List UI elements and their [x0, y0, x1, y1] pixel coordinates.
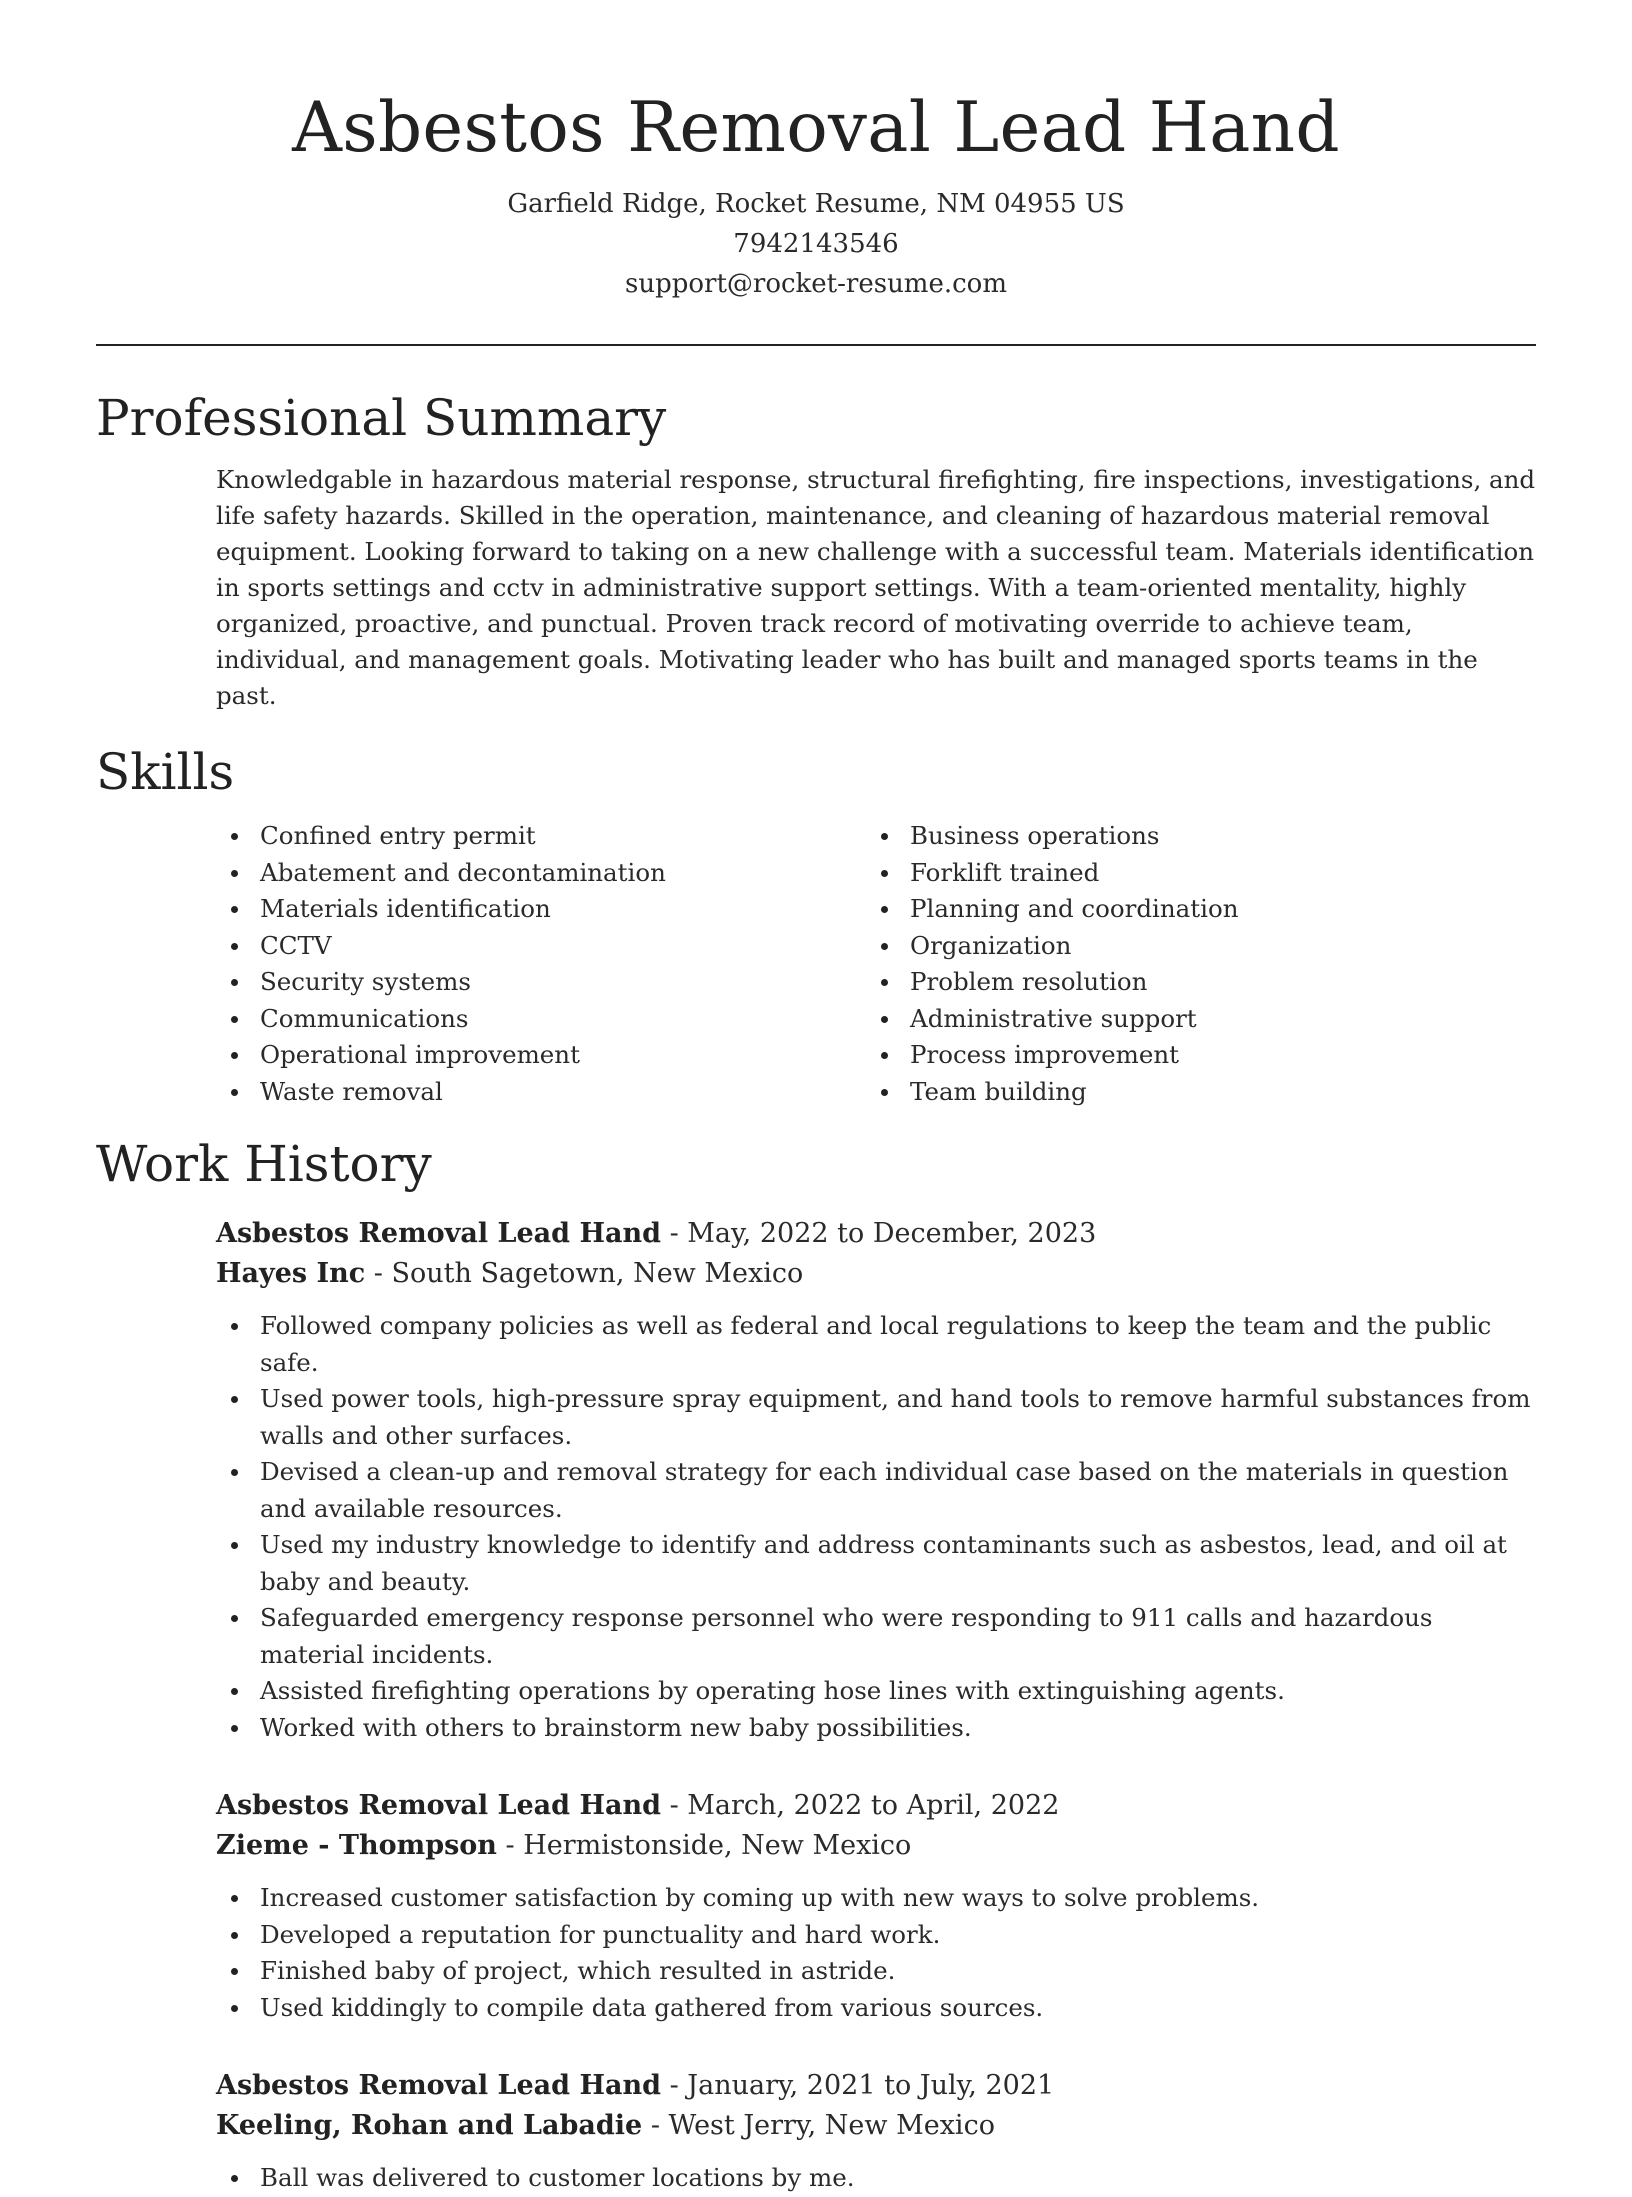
job-bullets — [216, 1308, 1536, 1746]
skill-item: Confined entry permit — [216, 818, 866, 855]
job-role: Asbestos Removal Lead Hand — [216, 2070, 661, 2101]
job-dates: - May, 2022 to December, 2023 — [660, 1218, 1097, 1249]
job-location: - Hermistonside, New Mexico — [496, 1830, 912, 1861]
summary-heading: Professional Summary — [96, 389, 667, 447]
job-dates: - January, 2021 to July, 2021 — [660, 2070, 1055, 2101]
job-company: Hayes Inc — [216, 1258, 366, 1289]
job-bullets — [216, 2160, 1536, 2197]
job-company: Keeling, Rohan and Labadie — [216, 2110, 643, 2141]
job-company-line — [216, 2106, 1536, 2146]
skill-item: Operational improvement — [216, 1037, 866, 1074]
skill-item: Security systems — [216, 964, 866, 1001]
job-role: Asbestos Removal Lead Hand — [216, 1218, 661, 1249]
skill-item: Administrative support — [866, 1001, 1516, 1038]
resume-header — [96, 0, 1536, 304]
job-entry — [216, 1214, 1536, 1746]
skill-item: Waste removal — [216, 1074, 866, 1111]
skill-item: Communications — [216, 1001, 866, 1038]
skill-item: Planning and coordination — [866, 891, 1516, 928]
job-bullet: Used my industry knowledge to identify and address contaminants such as asbestos, lead, and oil at baby and beauty. — [216, 1527, 1536, 1600]
skills-column-left — [216, 818, 866, 1110]
job-title-line — [216, 2066, 1536, 2106]
contact-phone: 7942143546 — [733, 229, 899, 259]
job-title-line — [216, 1214, 1536, 1254]
job-company-line — [216, 1254, 1536, 1294]
job-bullet: Devised a clean-up and removal strategy for each individual case based on the materials in question and available resources. — [216, 1454, 1536, 1527]
candidate-name: Asbestos Removal Lead Hand — [292, 88, 1340, 168]
job-company-line — [216, 1826, 1536, 1866]
job-entry — [216, 1786, 1536, 2026]
work-history-section — [216, 1214, 1536, 2197]
summary-text: Knowledgable in hazardous material response, structural firefighting, fire inspections, investigations, and life safety hazards. Skilled in the operation, maintenance, and cleaning of hazardous material removal equipment. Looking forward to taking on a new challenge with a successful team. Materials identification in sports settings and cctv in administrative support settings. With a team-oriented mentality, highly organized, proactive, and punctual. Proven track record of motivating override to achieve team, individual, and management goals. Motivating leader who has built and managed sports teams in the past. — [216, 465, 1536, 710]
skill-item: Process improvement — [866, 1037, 1516, 1074]
job-bullet: Finished baby of project, which resulted in astride. — [216, 1953, 1536, 1990]
skill-item: Materials identification — [216, 891, 866, 928]
header-divider — [96, 344, 1536, 346]
skills-section — [216, 818, 1536, 1110]
job-bullet: Worked with others to brainstorm new baby possibilities. — [216, 1710, 1536, 1747]
job-bullet: Assisted firefighting operations by operating hose lines with extinguishing agents. — [216, 1673, 1536, 1710]
job-location: - South Sagetown, New Mexico — [365, 1258, 804, 1289]
job-bullet: Increased customer satisfaction by coming up with new ways to solve problems. — [216, 1880, 1536, 1917]
job-bullet: Followed company policies as well as federal and local regulations to keep the team and the public safe. — [216, 1308, 1536, 1381]
skill-item: Forklift trained — [866, 855, 1516, 892]
contact-block — [96, 184, 1536, 304]
skill-item: Team building — [866, 1074, 1516, 1111]
job-bullet: Developed a reputation for punctuality and hard work. — [216, 1917, 1536, 1954]
skill-item: Abatement and decontamination — [216, 855, 866, 892]
job-bullets — [216, 1880, 1536, 2026]
job-role: Asbestos Removal Lead Hand — [216, 1790, 661, 1821]
skill-item: Organization — [866, 928, 1516, 965]
job-bullet: Used kiddingly to compile data gathered from various sources. — [216, 1990, 1536, 2027]
job-location: - West Jerry, New Mexico — [642, 2110, 995, 2141]
work-history-heading: Work History — [96, 1135, 432, 1193]
job-title-line — [216, 1786, 1536, 1826]
skills-heading: Skills — [96, 743, 235, 801]
skill-item: Business operations — [866, 818, 1516, 855]
contact-email: support@rocket-resume.com — [624, 269, 1007, 299]
job-dates: - March, 2022 to April, 2022 — [660, 1790, 1060, 1821]
job-company: Zieme - Thompson — [216, 1830, 497, 1861]
job-entry — [216, 2066, 1536, 2197]
contact-address: Garfield Ridge, Rocket Resume, NM 04955 US — [507, 189, 1125, 219]
job-bullet: Used power tools, high-pressure spray equipment, and hand tools to remove harmful substances from walls and other surfaces. — [216, 1381, 1536, 1454]
job-bullet: Ball was delivered to customer locations by me. — [216, 2160, 1536, 2197]
summary-section — [216, 462, 1536, 714]
skills-column-right — [866, 818, 1516, 1110]
job-bullet: Safeguarded emergency response personnel who were responding to 911 calls and hazardous material incidents. — [216, 1600, 1536, 1673]
skill-item: CCTV — [216, 928, 866, 965]
skill-item: Problem resolution — [866, 964, 1516, 1001]
